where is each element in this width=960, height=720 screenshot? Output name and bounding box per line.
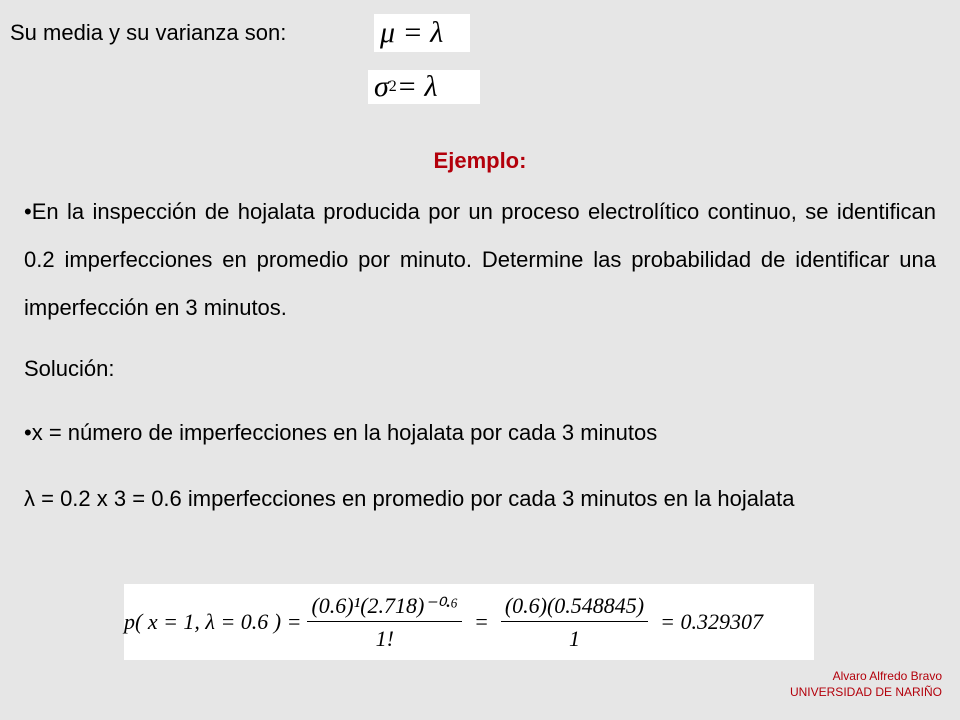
lambda-line: λ = 0.2 x 3 = 0.6 imperfecciones en promedio por cada 3 minutos en la hojalata: [24, 486, 795, 511]
formula-lhs: p( x = 1, λ = 0.6 ) =: [124, 609, 302, 634]
fraction-1: [307, 593, 461, 652]
mean-formula: [374, 14, 470, 52]
fraction-1-numerator: (0.6)¹(2.718)⁻⁰·⁶: [307, 593, 461, 622]
x-definition: •x = número de imperfecciones en la hojalata por cada 3 minutos: [24, 420, 658, 445]
variance-exponent: 2: [388, 78, 397, 95]
intro-text: Su media y su varianza son:: [10, 20, 287, 45]
example-title: Ejemplo:: [433, 148, 527, 173]
solution-label: Solución:: [24, 356, 115, 381]
mean-formula-text: μ = λ: [380, 16, 444, 49]
variance-formula: [368, 70, 480, 104]
fraction-2-numerator: (0.6)(0.548845): [501, 593, 648, 622]
variance-base: σ: [374, 70, 389, 103]
footer-author: Alvaro Alfredo Bravo: [832, 669, 942, 683]
formula-equals: =: [473, 609, 489, 634]
formula-result: = 0.329307: [660, 609, 763, 634]
fraction-1-denominator: 1!: [375, 625, 394, 651]
fraction-2: [501, 593, 648, 652]
footer-institution: UNIVERSIDAD DE NARIÑO: [789, 685, 942, 699]
probability-formula: [124, 584, 814, 660]
variance-rest: = λ: [396, 70, 438, 103]
fraction-2-denominator: 1: [568, 625, 580, 651]
example-paragraph: •En la inspección de hojalata producida por un proceso electrolítico continuo, se identifican 0.2 imperfecciones en promedio por minuto. Determine las probabilidad de identificar una imperfección en 3 minutos.: [24, 199, 936, 320]
footer: [790, 668, 942, 700]
